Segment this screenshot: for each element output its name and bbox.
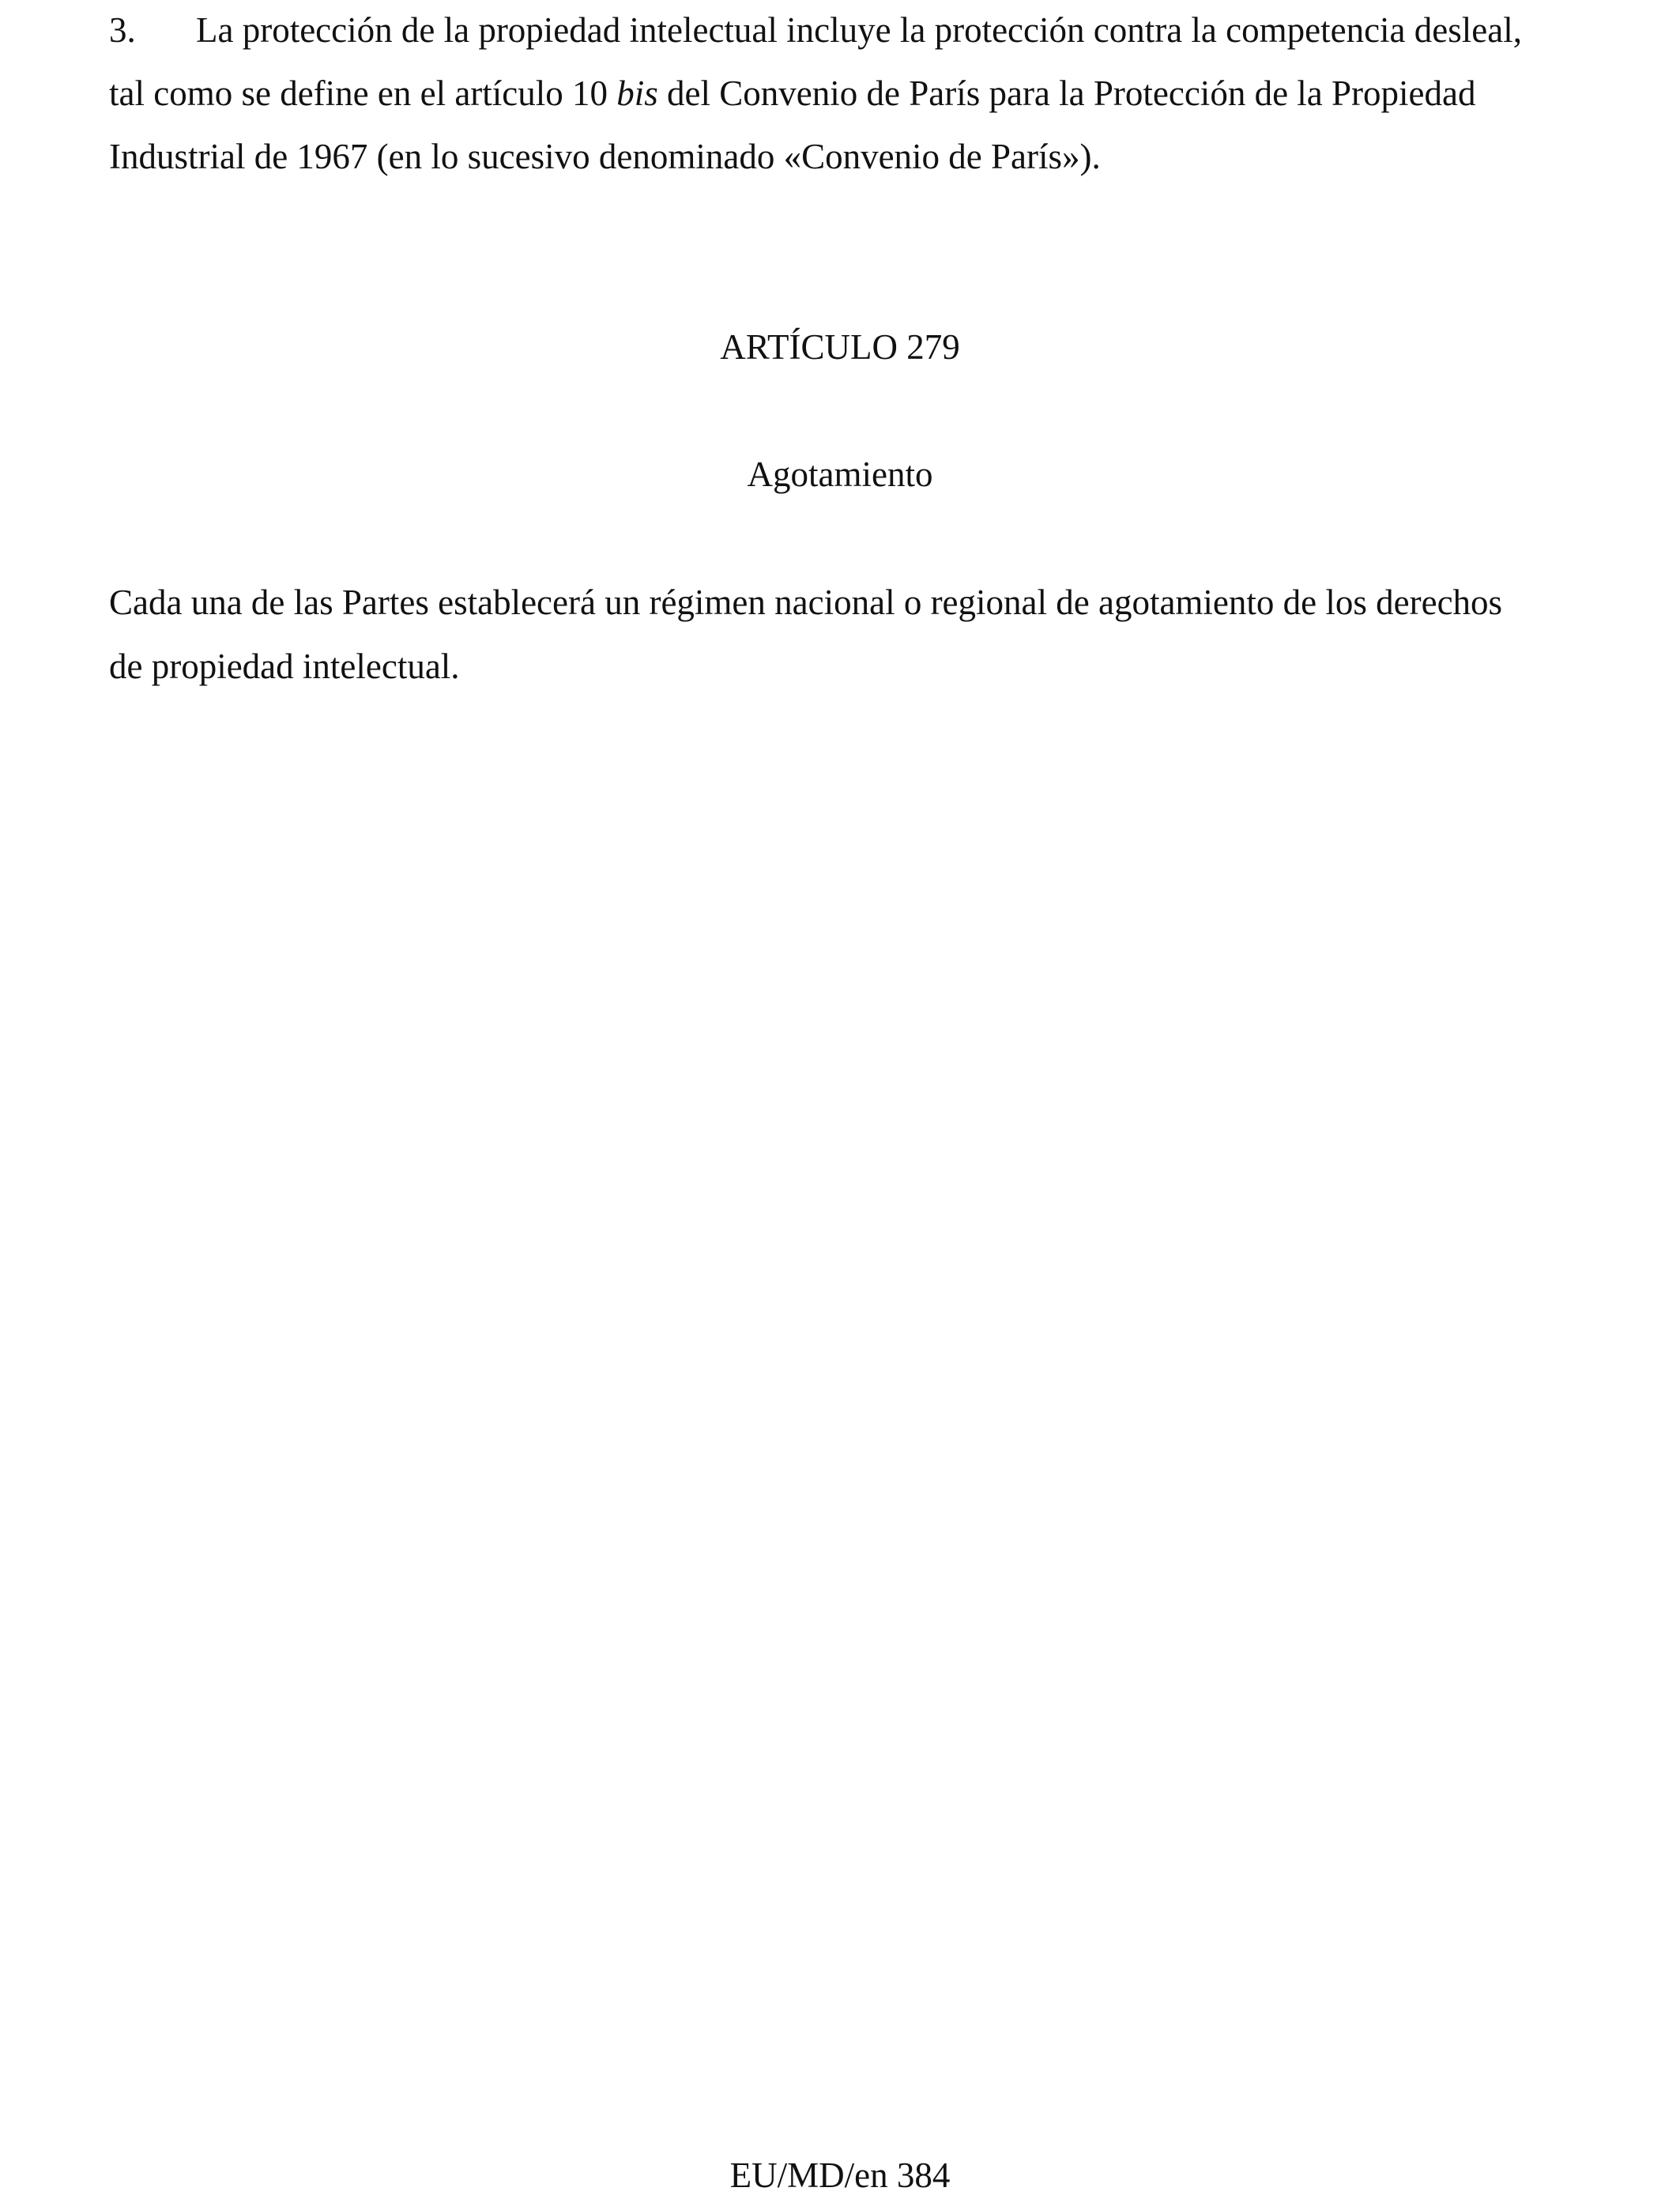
paragraph-3-line-3 xyxy=(109,139,1101,175)
article-heading: ARTÍCULO 279 xyxy=(720,327,960,367)
article-text-line-1: Cada una de las Partes establecerá un régimen nacional o regional de agotamiento de los derechos xyxy=(109,583,1503,622)
paragraph-3-text-1: La protección de la propiedad intelectual incluye la protección contra la competencia desleal, xyxy=(196,10,1522,50)
page-footer-reference: EU/MD/en 384 xyxy=(729,2155,951,2195)
article-text-line-2: de propiedad intelectual. xyxy=(109,647,460,686)
paragraph-number: 3. xyxy=(109,10,136,50)
paragraph-3-text-2a: tal como se define en el artículo 10 xyxy=(109,74,617,113)
article-title: Agotamiento xyxy=(747,454,933,494)
paragraph-3-text-3: Industrial de 1967 (en lo sucesivo denominado «Convenio de París»). xyxy=(109,137,1101,176)
paragraph-3-text-2-italic: bis xyxy=(616,74,658,113)
paragraph-3-line-1 xyxy=(109,10,1522,50)
paragraph-3-text-2b: del Convenio de París para la Protección de la Propiedad xyxy=(657,74,1476,113)
paragraph-3-line-2 xyxy=(109,76,1475,111)
